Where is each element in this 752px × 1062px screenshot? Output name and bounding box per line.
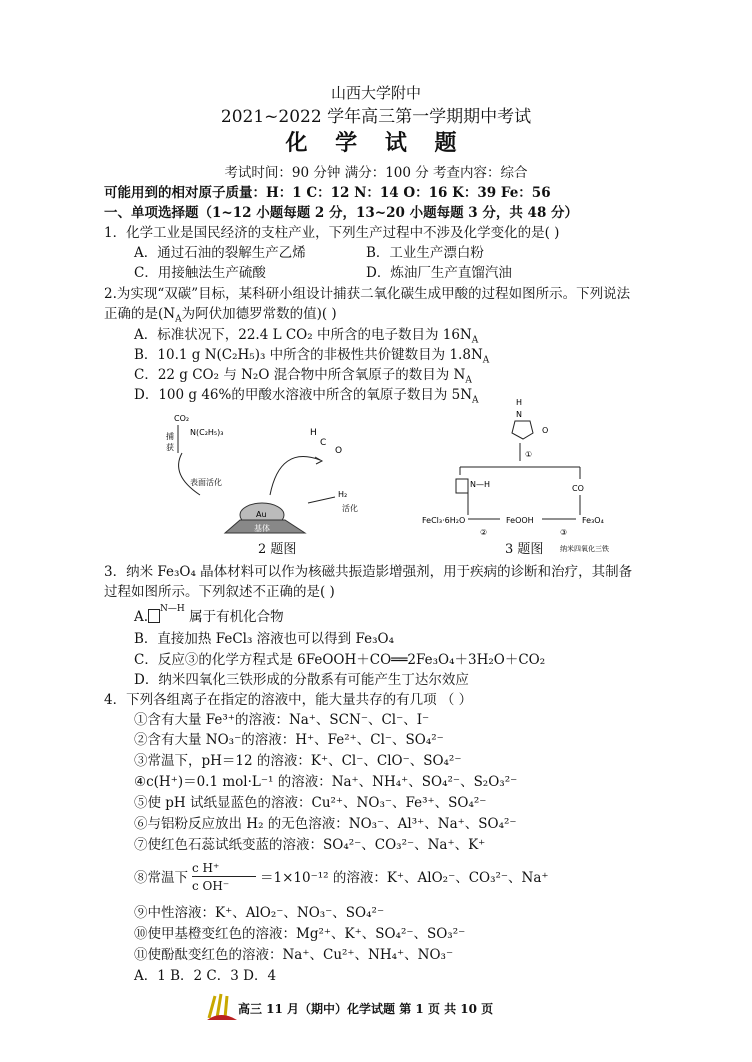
q4-item-1: ①含有大量 Fe³⁺的溶液：Na⁺、SCN⁻、Cl⁻、I⁻ — [134, 712, 430, 728]
fig3-o: O — [542, 426, 549, 435]
q2-stem-line2: 正确的是($N_A$为阿伏加德罗常数的值)( ) — [104, 306, 337, 325]
q3-option-c: C．反应③的化学方程式是 6FeOOH＋CO══2Fe₃O₄＋3H₂O＋CO₂ — [134, 652, 546, 668]
q2-stem-line1: 2.为实现“双碳”目标，某科研小组设计捕获二氧化碳生成甲酸的过程如图所示。下列说法 — [104, 286, 631, 302]
fig3-feooh: FeOOH — [506, 516, 534, 525]
fig2-base: 基体 — [254, 524, 270, 533]
q3-option-a: A. $^{N—H}$ 属于有机化合物 — [134, 604, 284, 625]
fig2-o: O — [335, 446, 343, 456]
q4-item-3: ③常温下，pH＝12 的溶液：K⁺、Cl⁻、ClO⁻、SO₄²⁻ — [134, 753, 462, 769]
exam-info: 考试时间：90 分钟 满分：100 分 考查内容：综合 — [224, 165, 528, 181]
page-footer: 高三 11 月（期中）化学试题 第 1 页 共 10 页 — [238, 1002, 494, 1016]
q1-option-c: C．用接触法生产硫酸 — [134, 265, 266, 281]
fig3-h: H — [516, 398, 523, 407]
fig3-step2: ② — [480, 528, 488, 537]
q4-item-2: ②含有大量 NO₃⁻的溶液：H⁺、Fe²⁺、Cl⁻、SO₄²⁻ — [134, 732, 444, 748]
q3-option-d: D．纳米四氧化三铁形成的分散系有可能产生丁达尔效应 — [134, 672, 469, 688]
page-title: 化 学 试 题 — [285, 130, 467, 156]
figure-2-co2-capture — [160, 405, 370, 540]
q4-item-11: ⑪使酚酞变红色的溶液：Na⁺、Cu²⁺、NH₄⁺、NO₃⁻ — [134, 947, 454, 963]
fig2-h-top: H — [310, 428, 317, 438]
fig3-step1: ① — [525, 450, 533, 459]
q2-option-a: A．标准状况下，22.4 L CO₂ 中所含的电子数目为 $16N_A$ — [134, 327, 479, 346]
q3-option-b: B．直接加热 FeCl₃ 溶液也可以得到 Fe₃O₄ — [134, 631, 394, 647]
q4-item-6: ⑥与铝粉反应放出 H₂ 的无色溶液：NO₃⁻、Al³⁺、Na⁺、SO₄²⁻ — [134, 816, 517, 832]
fig2-activate: 活化 — [342, 504, 358, 513]
q3-stem-line2: 过程如图所示。下列叙述不正确的是( ) — [104, 584, 335, 600]
section-heading: 一、单项选择题（1~12 小题每题 2 分，13~20 小题每题 3 分，共 48 分） — [104, 205, 579, 221]
q4-options: A．1 B．2 C．3 D．4 — [134, 968, 277, 984]
q4-item-7: ⑦使红色石蕊试纸变蓝的溶液：SO₄²⁻、CO₃²⁻、Na⁺、K⁺ — [134, 837, 486, 853]
q1-option-b: B．工业生产漂白粉 — [366, 245, 484, 261]
q4-stem: 4．下列各组离子在指定的溶液中，能大量共存的有几项 （ ） — [104, 692, 473, 708]
figure-2-caption: 2 题图 — [258, 542, 297, 557]
q2-option-c: C．22 g CO₂ 与 N₂O 混合物中所含氧原子的数目为 $N_A$ — [134, 367, 472, 386]
fig3-nh: N—H — [470, 480, 490, 489]
fig2-co2: CO₂ — [174, 414, 190, 423]
q4-item-4: ④c(H⁺)＝0.1 mol·L⁻¹ 的溶液：Na⁺、NH₄⁺、SO₄²⁻、S₂O₃²⁻ — [134, 774, 518, 790]
q1-option-a: A．通过石油的裂解生产乙烯 — [134, 245, 306, 261]
fig2-c: C — [320, 438, 327, 448]
fig2-au: Au — [256, 510, 267, 519]
q2-option-b: B．10.1 g N(C₂H₅)₃ 中所含的非极性共价键数目为 $1.8N_A$ — [134, 347, 490, 366]
fig3-step3: ③ — [560, 528, 568, 537]
pyrrolidine-ring-icon — [148, 609, 160, 623]
atomic-masses: 可能用到的相对原子质量：H：1 C：12 N：14 O：16 K：39 Fe：56 — [104, 185, 551, 201]
q3-stem-line1: 3．纳米 Fe₃O₄ 晶体材料可以作为核磁共振造影增强剂，用于疾病的诊断和治疗，其制备 — [104, 564, 633, 580]
fig3-co: CO — [572, 484, 584, 493]
exam-title: 2021~2022 学年高三第一学期期中考试 — [220, 107, 532, 127]
fig2-capture1: 捕 — [166, 432, 174, 441]
q1-option-d: D．炼油厂生产直馏汽油 — [366, 265, 512, 281]
fig2-surface: 表面活化 — [190, 478, 222, 487]
q4-item-9: ⑨中性溶液：K⁺、AlO₂⁻、NO₃⁻、SO₄²⁻ — [134, 905, 385, 921]
fig3-fecl: FeCl₃·6H₂O — [422, 516, 466, 525]
fig2-amine: N(C₂H₅)₃ — [190, 428, 224, 437]
school-name: 山西大学附中 — [330, 84, 421, 102]
q1-stem: 1．化学工业是国民经济的支柱产业，下列生产过程中不涉及化学变化的是( ) — [104, 225, 560, 241]
school-logo-icon — [205, 988, 239, 1024]
q4-item-10: ⑩使甲基橙变红色的溶液：Mg²⁺、K⁺、SO₄²⁻、SO₃²⁻ — [134, 926, 466, 942]
fig3-nano-label: 纳米四氧化三铁 — [560, 545, 609, 553]
q2-option-d: D．100 g 46%的甲酸水溶液中所含的氧原子数目为 $5N_A$ — [134, 387, 479, 406]
q4-item-5: ⑤使 pH 试纸显蓝色的溶液：Cu²⁺、NO₃⁻、Fe³⁺、SO₄²⁻ — [134, 795, 487, 811]
figure-3-caption: 3 题图 — [505, 542, 544, 557]
fig2-capture2: 获 — [166, 443, 174, 452]
fig3-n: N — [516, 410, 522, 419]
fig3-fe3o4: Fe₃O₄ — [582, 516, 604, 525]
figure-3-nano-fe3o4 — [420, 395, 640, 555]
fig2-h2: H₂ — [338, 490, 348, 499]
